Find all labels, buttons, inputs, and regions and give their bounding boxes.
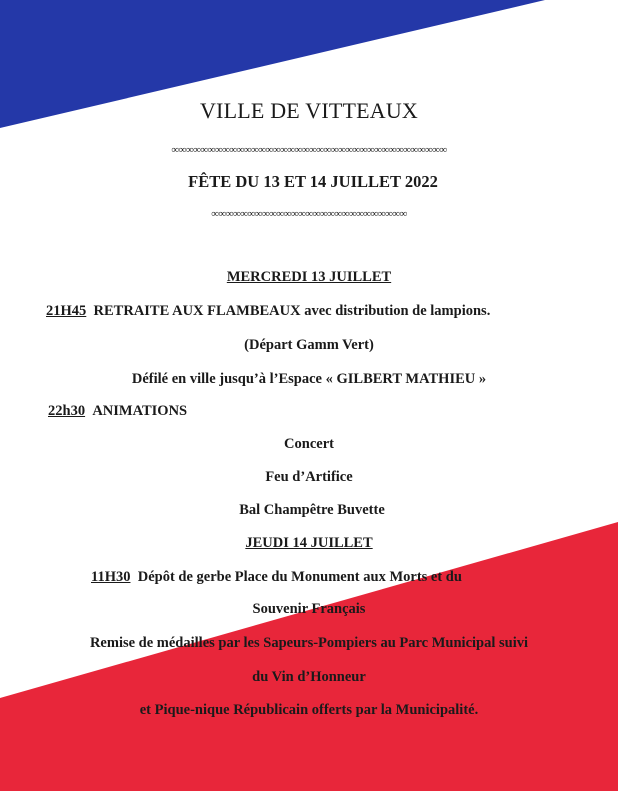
- day2-heading: JEUDI 14 JUILLET: [245, 535, 373, 551]
- decorative-separator-top: ∞∞∞∞∞∞∞∞∞∞∞∞∞∞∞∞∞∞∞∞∞∞∞∞∞∞∞∞∞∞∞∞∞∞∞∞∞∞: [171, 144, 447, 156]
- day1-event1-line: [46, 303, 606, 320]
- page-title: VILLE DE VITTEAUX: [199, 98, 419, 123]
- day1-time1: 21H45: [46, 303, 87, 319]
- red-band: [0, 522, 618, 791]
- decorative-separator-bottom: ∞∞∞∞∞∞∞∞∞∞∞∞∞∞∞∞∞∞∞∞∞∞∞∞∞∞∞: [211, 208, 407, 220]
- day2-time1: 11H30: [91, 569, 131, 585]
- activity-concert: Concert: [284, 436, 334, 452]
- activity-fireworks: Feu d’Artifice: [265, 469, 353, 485]
- day1-event1-note: (Départ Gamm Vert): [244, 337, 374, 353]
- day1-time2: 22h30: [48, 403, 86, 419]
- day1-event1-text: RETRAITE AUX FLAMBEAUX avec distribution de lampions.: [93, 303, 491, 319]
- day2-event2-cont: du Vin d’Honneur: [252, 669, 366, 685]
- activity-ball: Bal Champêtre Buvette: [239, 502, 385, 518]
- day2-event3: et Pique-nique Républicain offerts par la Municipalité.: [139, 702, 479, 718]
- day2-event1-text: Dépôt de gerbe Place du Monument aux Morts et du: [137, 569, 462, 585]
- day2-event1-cont: Souvenir Français: [252, 601, 366, 617]
- event-title: FÊTE DU 13 ET 14 JUILLET 2022: [188, 172, 438, 191]
- day2-event1-line: [91, 569, 611, 586]
- day1-event1-detail: Défilé en ville jusqu’à l’Espace « GILBERT MATHIEU »: [131, 371, 487, 387]
- day2-event2: Remise de médailles par les Sapeurs-Pompiers au Parc Municipal suivi: [89, 635, 529, 651]
- day1-heading: MERCREDI 13 JUILLET: [226, 269, 392, 285]
- day1-event2-line: [48, 403, 608, 420]
- day1-event2-text: ANIMATIONS: [92, 403, 188, 419]
